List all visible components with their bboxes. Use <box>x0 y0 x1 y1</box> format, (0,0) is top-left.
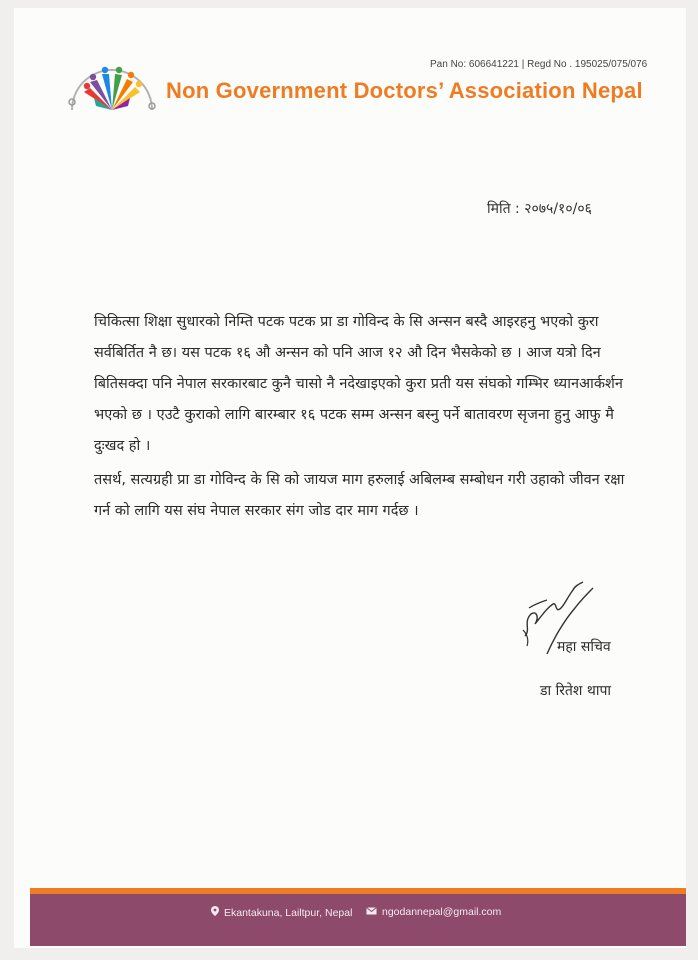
organization-name: Non Government Doctors’ Association Nepal <box>166 78 643 103</box>
letter-paragraph-2: तसर्थ, सत्यग्रही प्रा डा गोविन्द के सि को जायज माग हरुलाई अबिलम्ब सम्बोधन गरी उहाको जीवन रक्षा गर्न को लागि यस संघ नेपाल सरकार संग जोड दार माग गर्दछ । <box>94 472 625 519</box>
signatory-designation: महा सचिव <box>557 639 611 655</box>
footer-email <box>366 906 501 918</box>
footer-bar <box>30 894 686 946</box>
letter-paragraph-1: चिकित्सा शिक्षा सुधारको निम्ति पटक पटक प्रा डा गोविन्द के सि अन्सन बस्दै आइरहनु भएको कुरा सर्वबिर्तित नै छ। यस पटक १६ औ अन्सन को पनि आज १२ औ दिन भैसकेको छ । आज यत्रो दिन बितिसक्दा पनि नेपाल सरकारबाट कुनै चासो नै नदेखाइएको कुरा प्रती यस संघको गम्भिर ध्यानआर्कर्शन भएको छ । एउटै कुराको लागि बारम्बार १६ पटक सम्म अन्सन बस्नु पर्ने बातावरण सृजना हुनु आफु मै दुःखद हो । <box>94 314 623 454</box>
footer-address-text: Ekantakuna, Lailtpur, Nepal <box>224 907 353 919</box>
envelope-icon <box>366 906 377 918</box>
registration-numbers: Pan No: 606641221 | Regd No . 195025/075/076 <box>430 59 648 70</box>
signatory-name: डा रितेश थापा <box>540 683 612 699</box>
association-logo <box>64 62 160 118</box>
location-pin-icon <box>211 906 219 919</box>
footer-address <box>211 906 352 919</box>
footer-email-text[interactable]: ngodannepal@gmail.com <box>382 906 502 918</box>
letter-date: मिति : २०७५/१०/०६ <box>487 201 592 217</box>
